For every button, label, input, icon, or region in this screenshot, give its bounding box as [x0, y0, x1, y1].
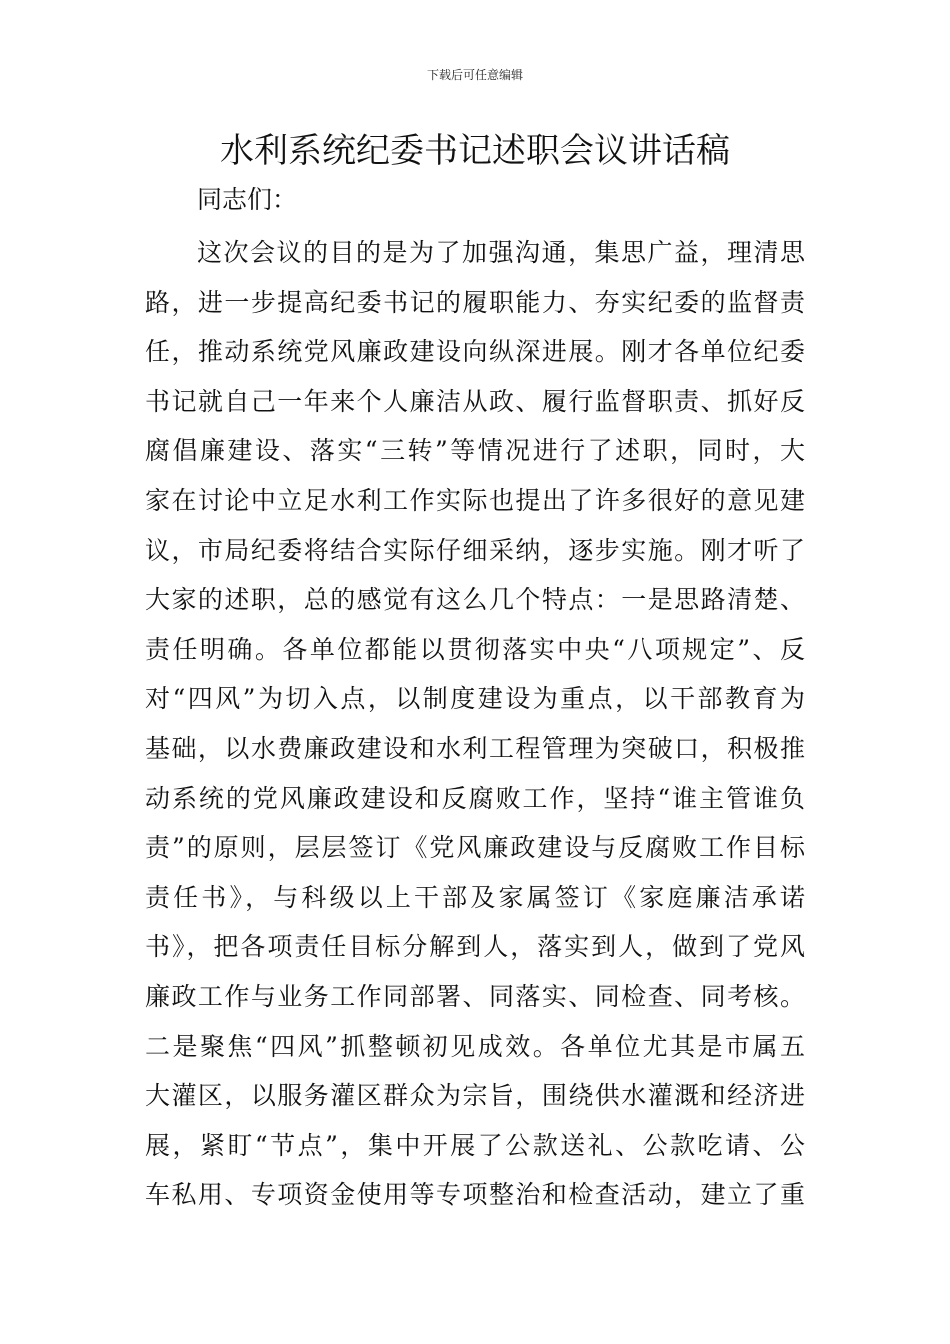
- paragraph-line: 责任明确。各单位都能以贯彻落实中央“八项规定”、反: [145, 634, 805, 664]
- paragraph-line: 腐倡廉建设、落实“三转”等情况进行了述职，同时，大: [145, 436, 805, 466]
- paragraph-line: 车私用、专项资金使用等专项整治和检查活动，建立了重: [145, 1180, 805, 1210]
- paragraph-line: 家在讨论中立足水利工作实际也提出了许多很好的意见建: [145, 485, 805, 515]
- paragraph-line: 书记就自己一年来个人廉洁从政、履行监督职责、抓好反: [145, 386, 805, 416]
- paragraph-line: 大家的述职，总的感觉有这么几个特点：一是思路清楚、: [145, 585, 805, 615]
- paragraph-line: 责任书》，与科级以上干部及家属签订《家庭廉洁承诺: [145, 882, 805, 912]
- paragraph-line: 对“四风”为切入点，以制度建设为重点，以干部教育为: [145, 684, 805, 714]
- salutation: 同志们：: [197, 185, 298, 214]
- header-note: 下载后可任意编辑: [426, 68, 523, 82]
- paragraph-line: 动系统的党风廉政建设和反腐败工作，坚持“谁主管谁负: [145, 783, 805, 813]
- paragraph-line: 这次会议的目的是为了加强沟通，集思广益，理清思: [197, 238, 805, 267]
- paragraph-line: 二是聚焦“四风”抓整顿初见成效。各单位尤其是市属五: [145, 1031, 805, 1061]
- paragraph-line: 展，紧盯“节点”，集中开展了公款送礼、公款吃请、公: [145, 1130, 805, 1160]
- paragraph-line: 责”的原则，层层签订《党风廉政建设与反腐败工作目标: [145, 833, 805, 863]
- paragraph-line: 议，市局纪委将结合实际仔细采纳，逐步实施。刚才听了: [145, 535, 805, 565]
- body-text: [145, 228, 805, 1220]
- paragraph-line: 基础，以水费廉政建设和水利工程管理为突破口，积极推: [145, 733, 805, 763]
- paragraph-line: 书》，把各项责任目标分解到人，落实到人，做到了党风: [145, 932, 805, 962]
- document-title: 水利系统纪委书记述职会议讲话稿: [220, 131, 730, 171]
- paragraph-line: 廉政工作与业务工作同部署、同落实、同检查、同考核。: [145, 981, 805, 1011]
- paragraph-line: 路，进一步提高纪委书记的履职能力、夯实纪委的监督责: [145, 287, 805, 317]
- paragraph-line: 大灌区，以服务灌区群众为宗旨，围绕供水灌溉和经济进: [145, 1081, 805, 1111]
- paragraph-line: 任，推动系统党风廉政建设向纵深进展。刚才各单位纪委: [145, 337, 805, 367]
